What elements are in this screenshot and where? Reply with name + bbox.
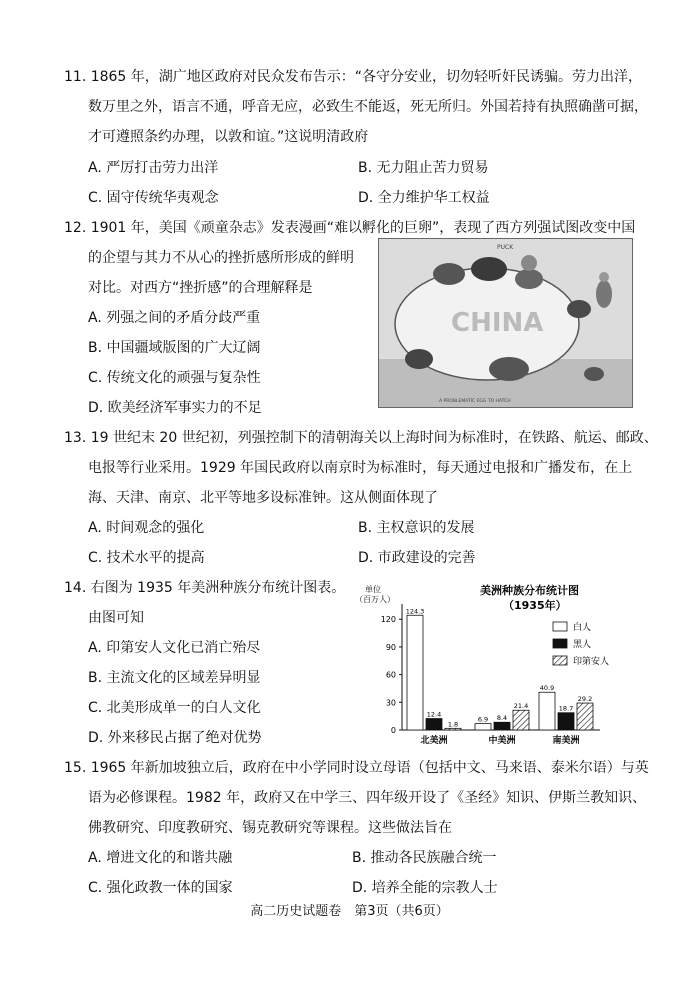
bar-value-label: 29.2 (577, 695, 593, 704)
bar-value-label: 18.7 (558, 704, 574, 713)
category-label: 中美洲 (488, 736, 516, 746)
chart-title: 美洲种族分布统计图 (480, 584, 579, 597)
bar (475, 724, 491, 730)
y-unit-line1: 单位 (365, 585, 381, 594)
q15-stem-line-3: 佛教研究、印度教研究、锡克教研究等课程。这些做法旨在 (88, 820, 452, 836)
q12-stem-line-2: 的企望与其力不从心的挫折感所形成的鲜明 (88, 250, 354, 266)
q12-option-c: C. 传统文化的顽强与复杂性 (88, 370, 261, 386)
y-unit-line2: （百万人） (355, 595, 395, 604)
y-tick-label: 0 (390, 726, 396, 735)
bar (426, 719, 442, 730)
q14-option-a: A. 印第安人文化已消亡殆尽 (88, 640, 261, 656)
q11-option-a: A. 严厉打击劳力出洋 (88, 160, 219, 176)
q11-option-b: B. 无力阻止苦力贸易 (358, 160, 489, 176)
page-footer: 高二历史试题卷 第3页（共6页） (250, 904, 449, 919)
cartoon-drawing (379, 239, 632, 407)
bar-value-label: 1.8 (447, 720, 459, 729)
legend-label: 白人 (573, 623, 592, 633)
q15-option-b: B. 推动各民族融合统一 (352, 850, 497, 866)
q15-option-c: C. 强化政教一体的国家 (88, 880, 233, 896)
legend-label: 印第安人 (573, 657, 610, 667)
q14-option-c: C. 北美形成单一的白人文化 (88, 700, 261, 716)
q12-option-a: A. 列强之间的矛盾分歧严重 (88, 310, 261, 326)
cartoon-image (378, 238, 633, 408)
cartoon-caption: A PROBLEMATIC EGG TO HATCH (439, 399, 511, 404)
q12-option-d: D. 欧美经济军事实力的不足 (88, 400, 262, 416)
q14-stem-line-2: 由图可知 (88, 610, 144, 626)
q13-option-b: B. 主权意识的发展 (358, 520, 475, 536)
bar-value-label: 40.9 (539, 684, 555, 693)
q13-option-a: A. 时间观念的强化 (88, 520, 205, 536)
q12-stem-line-1: 12. 1901 年，美国《顽童杂志》发表漫画“难以孵化的巨卵”，表现了西方列强试图改变中国 (64, 220, 636, 236)
bar-value-label: 124.3 (405, 607, 425, 616)
category-label: 北美洲 (420, 736, 448, 746)
q12-stem-line-3: 对比。对西方“挫折感”的合理解释是 (88, 280, 313, 296)
legend-label: 黑人 (573, 640, 592, 650)
chart-subtitle: （1935年） (503, 599, 567, 612)
q15-stem-line-1: 15. 1965 年新加坡独立后，政府在中小学同时设立母语（包括中文、马来语、泰米尔语）与英 (64, 760, 649, 776)
q14-option-d: D. 外来移民占据了绝对优势 (88, 730, 262, 746)
bar (558, 713, 574, 730)
bar-value-label: 12.4 (426, 710, 442, 719)
egg-label: CHINA (451, 308, 544, 338)
q13-option-c: C. 技术水平的提高 (88, 550, 205, 566)
bar (494, 722, 510, 730)
bar (445, 728, 461, 730)
q14-stem-line-1: 14. 右图为 1935 年美洲种族分布统计图表。 (64, 580, 346, 596)
legend-swatch (553, 622, 567, 631)
q11-option-d: D. 全力维护华工权益 (358, 190, 490, 206)
category-label: 南美洲 (552, 736, 580, 746)
bar-value-label: 8.4 (496, 714, 508, 723)
q15-option-d: D. 培养全能的宗教人士 (352, 880, 498, 896)
q12-option-b: B. 中国疆域版图的广大辽阔 (88, 340, 261, 356)
chart-svg (355, 580, 655, 748)
q13-stem-line-3: 海、天津、南京、北平等地多设标准钟。这从侧面体现了 (88, 490, 438, 506)
race-distribution-chart (355, 580, 655, 748)
q11-stem-line-3: 才可遵照条约办理，以敦和谊。”这说明清政府 (88, 129, 369, 145)
q11-stem-line-1: 11. 1865 年，湖广地区政府对民众发布告示：“各守分安业，切勿轻听奸民诱骗。劳力出洋， (64, 69, 643, 85)
q15-stem-line-2: 语为必修课程。1982 年，政府又在中学三、四年级开设了《圣经》知识、伊斯兰教知识、 (88, 790, 647, 806)
legend-swatch (553, 639, 567, 648)
q13-option-d: D. 市政建设的完善 (358, 550, 476, 566)
bar-value-label: 21.4 (513, 702, 529, 711)
y-tick-label: 120 (380, 615, 396, 625)
y-tick-label: 90 (385, 642, 396, 652)
legend-swatch (553, 656, 567, 665)
q15-option-a: A. 增进文化的和谐共融 (88, 850, 233, 866)
q13-stem-line-2: 电报等行业采用。1929 年国民政府以南京时为标准时，每天通过电报和广播发布，在上 (88, 460, 633, 476)
bar-value-label: 6.9 (477, 715, 489, 724)
y-tick-label: 60 (385, 670, 396, 680)
q11-option-c: C. 固守传统华夷观念 (88, 190, 219, 206)
q13-stem-line-1: 13. 19 世纪末 20 世纪初，列强控制下的清朝海关以上海时间为标准时，在铁路、航运、邮政、 (64, 430, 658, 446)
bar (577, 703, 593, 730)
y-tick-label: 30 (385, 698, 396, 708)
q14-option-b: B. 主流文化的区域差异明显 (88, 670, 261, 686)
q11-stem-line-2: 数万里之外，语言不通，呼音无应，必致生不能返，死无所归。外国若持有执照确凿可据， (88, 99, 648, 115)
bar (539, 692, 555, 730)
bar (407, 615, 423, 730)
bar (513, 710, 529, 730)
cartoon-header: PUCK (497, 244, 514, 251)
